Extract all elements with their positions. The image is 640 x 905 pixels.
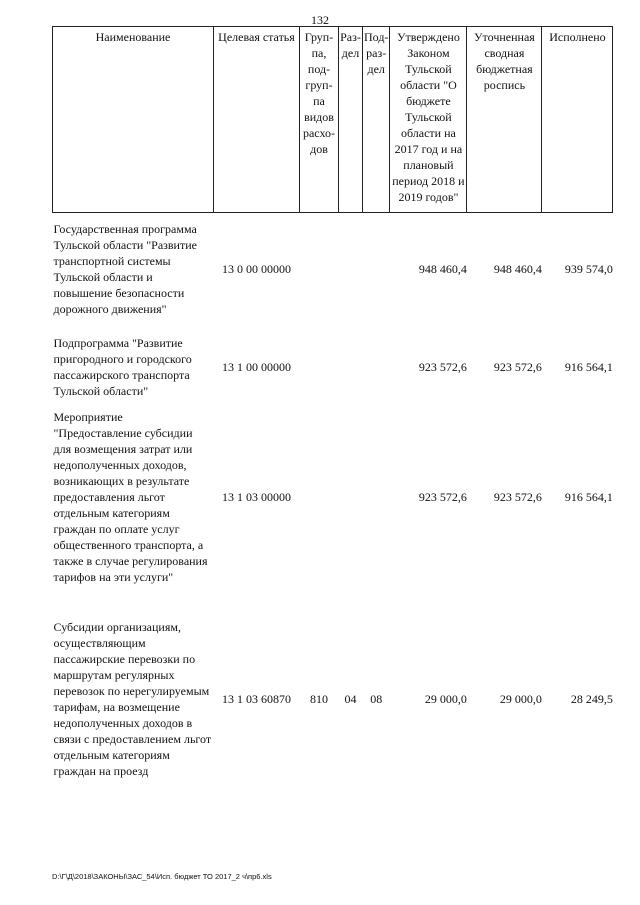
table-row: [53, 585, 613, 779]
row-section: 04: [344, 692, 357, 706]
row-code: 13 1 03 60870: [222, 692, 291, 706]
row-executed: 916 564,1: [564, 490, 613, 504]
table-row: [53, 399, 613, 585]
row-approved: 923 572,6: [418, 360, 467, 374]
header-refined: Уточненная сводная бюджетная роспись: [467, 27, 542, 213]
row-section: [339, 399, 363, 585]
row-name: Государственная программа Тульской области "Развитие транспортной системы Тульской области и повышение безопасности дорожного движения": [53, 222, 197, 316]
row-subsection: [363, 213, 390, 318]
header-target: Целевая статья: [214, 27, 300, 213]
row-group: [300, 213, 339, 318]
header-group: Груп-па, под-груп-па видов расхо-дов: [300, 27, 339, 213]
row-section: [339, 317, 363, 399]
row-section: [339, 213, 363, 318]
header-subsection: Под-раз-дел: [363, 27, 390, 213]
row-executed: 28 249,5: [570, 692, 613, 706]
row-subsection: 08: [370, 692, 383, 706]
table-row: [53, 213, 613, 318]
row-code: 13 1 00 00000: [222, 360, 291, 374]
row-approved: 948 460,4: [418, 262, 467, 276]
row-executed: 916 564,1: [564, 360, 613, 374]
row-refined: 923 572,6: [493, 490, 542, 504]
row-subsection: [363, 317, 390, 399]
row-name: Субсидии организациям, осуществляющим пассажирские перевозки по маршрутам регулярных перевозок по нерегулируемым тарифам, на возмещение недополученных доходов в связи с предоставлением льгот отдельным категориям граждан на проезд: [53, 620, 212, 778]
row-group: 810: [310, 692, 328, 706]
row-name: Мероприятие "Предоставление субсидии для возмещения затрат или недополученных доходов, возникающих в результате предоставления льгот отдельным категориям граждан по оплате услуг общественного транспорта, а также в случае регулирования тарифов на эти услуги": [53, 410, 208, 584]
row-name: Подпрограмма "Развитие пригородного и городского пассажирского транспорта Тульской области": [53, 336, 192, 398]
header-approved: Утверждено Законом Тульской области "О бюджете Тульской области на 2017 год и на плановый период 2018 и 2019 годов": [390, 27, 467, 213]
page-number: 132: [311, 13, 329, 27]
row-group: [300, 399, 339, 585]
table-row: [53, 317, 613, 399]
budget-table: [52, 26, 613, 779]
table-header-row: [53, 27, 613, 213]
row-subsection: [363, 399, 390, 585]
header-executed: Исполнено: [542, 27, 613, 213]
header-section: Раз-дел: [339, 27, 363, 213]
header-name: Наименование: [53, 27, 214, 213]
row-code: 13 0 00 00000: [222, 262, 291, 276]
row-code: 13 1 03 00000: [222, 490, 291, 504]
row-executed: 939 574,0: [564, 262, 613, 276]
row-group: [300, 317, 339, 399]
row-refined: 948 460,4: [493, 262, 542, 276]
file-path-footer: D:\Г\Д\2018\ЗАКОНЫ\ЗАС_54\Исп. бюджет ТО 2017_2 ч\пр6.xls: [52, 872, 272, 881]
row-approved: 29 000,0: [424, 692, 467, 706]
row-approved: 923 572,6: [418, 490, 467, 504]
row-refined: 923 572,6: [493, 360, 542, 374]
row-refined: 29 000,0: [499, 692, 542, 706]
